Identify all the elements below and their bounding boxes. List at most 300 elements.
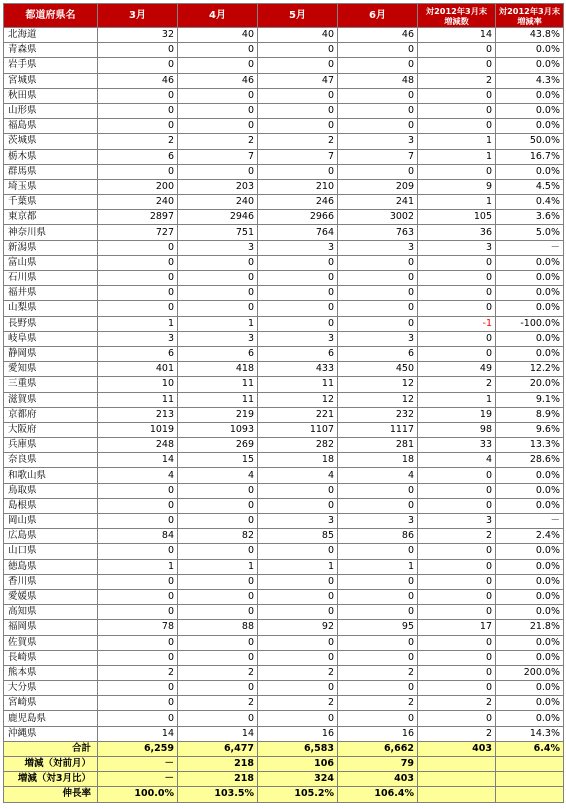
table-footer — [4, 741, 564, 802]
value-cell: 4 — [178, 468, 258, 483]
footer-row — [4, 787, 564, 802]
table-row — [4, 301, 564, 316]
value-cell: 0 — [258, 58, 338, 73]
value-cell: 20.0% — [496, 377, 564, 392]
prefecture-cell: 和歌山県 — [4, 468, 98, 483]
value-cell: 0 — [98, 286, 178, 301]
value-cell: 0 — [98, 589, 178, 604]
header-change-count: 対2012年3月末 増減数 — [418, 4, 496, 28]
prefecture-cell: 茨城県 — [4, 134, 98, 149]
table-row — [4, 271, 564, 286]
value-cell: 0 — [98, 255, 178, 270]
value-cell: 0 — [178, 483, 258, 498]
value-cell: 46 — [178, 73, 258, 88]
value-cell: 0.0% — [496, 696, 564, 711]
value-cell: 14.3% — [496, 726, 564, 741]
value-cell: 0.0% — [496, 119, 564, 134]
value-cell: 221 — [258, 407, 338, 422]
value-cell: 9.6% — [496, 422, 564, 437]
value-cell: 2897 — [98, 210, 178, 225]
value-cell: 418 — [178, 362, 258, 377]
value-cell: 0.0% — [496, 255, 564, 270]
value-cell: 0 — [418, 164, 496, 179]
footer-row — [4, 741, 564, 756]
value-cell: 0 — [258, 271, 338, 286]
value-cell: 3 — [258, 240, 338, 255]
value-cell: 0 — [418, 88, 496, 103]
table-row — [4, 240, 564, 255]
value-cell: 0 — [98, 635, 178, 650]
prefecture-cell: 島根県 — [4, 498, 98, 513]
prefecture-cell: 富山県 — [4, 255, 98, 270]
table-row — [4, 392, 564, 407]
value-cell: 0 — [178, 514, 258, 529]
footer-row — [4, 757, 564, 772]
prefecture-cell: 愛知県 — [4, 362, 98, 377]
value-cell: 0 — [178, 286, 258, 301]
value-cell: 764 — [258, 225, 338, 240]
value-cell: 0.0% — [496, 286, 564, 301]
prefecture-cell: 青森県 — [4, 43, 98, 58]
footer-value-cell: 100.0% — [98, 787, 178, 802]
value-cell: 0 — [178, 711, 258, 726]
value-cell: 6 — [258, 346, 338, 361]
value-cell: -1 — [418, 316, 496, 331]
value-cell: 2 — [258, 696, 338, 711]
value-cell: 14 — [98, 726, 178, 741]
table-row — [4, 210, 564, 225]
value-cell: 209 — [338, 179, 418, 194]
value-cell: 0 — [338, 286, 418, 301]
table-row — [4, 711, 564, 726]
value-cell: 88 — [178, 620, 258, 635]
table-row — [4, 650, 564, 665]
value-cell: 0 — [98, 711, 178, 726]
value-cell: 0 — [338, 301, 418, 316]
footer-label: 合計 — [4, 741, 98, 756]
value-cell: 219 — [178, 407, 258, 422]
value-cell: 0 — [258, 301, 338, 316]
value-cell: 727 — [98, 225, 178, 240]
table-container — [3, 3, 564, 803]
prefecture-cell: 奈良県 — [4, 453, 98, 468]
value-cell: 2.4% — [496, 529, 564, 544]
value-cell: 10 — [98, 377, 178, 392]
value-cell: 1093 — [178, 422, 258, 437]
prefecture-cell: 群馬県 — [4, 164, 98, 179]
footer-value-cell: 79 — [338, 757, 418, 772]
table-row — [4, 331, 564, 346]
value-cell: 3002 — [338, 210, 418, 225]
value-cell: 0.0% — [496, 544, 564, 559]
value-cell: 0 — [418, 271, 496, 286]
value-cell: 1 — [98, 559, 178, 574]
table-row — [4, 544, 564, 559]
footer-value-cell: 105.2% — [258, 787, 338, 802]
value-cell: 0 — [418, 711, 496, 726]
value-cell: 46 — [98, 73, 178, 88]
table-row — [4, 73, 564, 88]
value-cell: 2946 — [178, 210, 258, 225]
prefecture-cell: 徳島県 — [4, 559, 98, 574]
value-cell: 7 — [338, 149, 418, 164]
value-cell: 0 — [98, 681, 178, 696]
value-cell: 0 — [98, 574, 178, 589]
footer-value-cell: － — [98, 772, 178, 787]
value-cell: 1019 — [98, 422, 178, 437]
value-cell: 0 — [338, 589, 418, 604]
value-cell: 1 — [338, 559, 418, 574]
footer-value-cell: 403 — [338, 772, 418, 787]
value-cell: 3 — [258, 514, 338, 529]
prefecture-cell: 広島県 — [4, 529, 98, 544]
value-cell: 0 — [258, 589, 338, 604]
footer-value-cell: 6,662 — [338, 741, 418, 756]
value-cell: 0 — [338, 544, 418, 559]
footer-row — [4, 772, 564, 787]
value-cell: 200 — [98, 179, 178, 194]
footer-value-cell: 403 — [418, 741, 496, 756]
value-cell: 43.8% — [496, 28, 564, 43]
table-row — [4, 149, 564, 164]
value-cell: 0.0% — [496, 103, 564, 118]
header-change-rate: 対2012年3月末 増減率 — [496, 4, 564, 28]
value-cell: 48 — [338, 73, 418, 88]
value-cell: 3 — [178, 240, 258, 255]
value-cell: 6 — [338, 346, 418, 361]
value-cell: 0 — [258, 119, 338, 134]
value-cell: 0 — [418, 103, 496, 118]
value-cell: 12 — [338, 377, 418, 392]
value-cell: 12 — [338, 392, 418, 407]
value-cell: 3 — [258, 331, 338, 346]
value-cell: 0.0% — [496, 635, 564, 650]
value-cell: 3 — [338, 514, 418, 529]
table-row — [4, 696, 564, 711]
value-cell: 0 — [258, 711, 338, 726]
value-cell: 0.0% — [496, 681, 564, 696]
value-cell: 12.2% — [496, 362, 564, 377]
value-cell: 0 — [338, 271, 418, 286]
value-cell: 16.7% — [496, 149, 564, 164]
prefecture-cell: 福島県 — [4, 119, 98, 134]
value-cell: 4 — [98, 468, 178, 483]
value-cell: 3 — [418, 514, 496, 529]
prefecture-cell: 秋田県 — [4, 88, 98, 103]
value-cell: 40 — [178, 28, 258, 43]
value-cell: 0 — [98, 696, 178, 711]
value-cell: 85 — [258, 529, 338, 544]
value-cell: 8.9% — [496, 407, 564, 422]
prefecture-cell: 長崎県 — [4, 650, 98, 665]
value-cell: 1107 — [258, 422, 338, 437]
value-cell: 0.0% — [496, 58, 564, 73]
value-cell: 0 — [178, 164, 258, 179]
value-cell: 2 — [258, 134, 338, 149]
prefecture-cell: 山梨県 — [4, 301, 98, 316]
table-row — [4, 164, 564, 179]
value-cell: 0 — [418, 635, 496, 650]
value-cell: 0 — [338, 58, 418, 73]
value-cell: 4 — [258, 468, 338, 483]
value-cell: 2 — [178, 134, 258, 149]
value-cell: 2 — [338, 696, 418, 711]
value-cell: 0 — [178, 255, 258, 270]
value-cell: 0 — [258, 103, 338, 118]
value-cell: 11 — [178, 377, 258, 392]
value-cell: 0 — [338, 255, 418, 270]
header-row — [4, 4, 564, 28]
value-cell: 0 — [258, 164, 338, 179]
value-cell: 14 — [98, 453, 178, 468]
table-row — [4, 468, 564, 483]
table-row — [4, 346, 564, 361]
prefecture-cell: 福岡県 — [4, 620, 98, 635]
value-cell: 1 — [258, 559, 338, 574]
value-cell: 0 — [418, 301, 496, 316]
value-cell: 86 — [338, 529, 418, 544]
prefecture-cell: 北海道 — [4, 28, 98, 43]
prefecture-table — [3, 3, 564, 803]
value-cell: 0 — [418, 43, 496, 58]
value-cell: 450 — [338, 362, 418, 377]
footer-label: 増減（対3月比） — [4, 772, 98, 787]
value-cell: 0 — [98, 119, 178, 134]
value-cell: 0 — [418, 650, 496, 665]
value-cell: 1 — [178, 316, 258, 331]
value-cell: 0 — [98, 240, 178, 255]
value-cell: 240 — [178, 195, 258, 210]
value-cell: 9 — [418, 179, 496, 194]
value-cell: 46 — [338, 28, 418, 43]
footer-value-cell: 106.4% — [338, 787, 418, 802]
value-cell: 3 — [338, 134, 418, 149]
value-cell: 105 — [418, 210, 496, 225]
table-row — [4, 529, 564, 544]
prefecture-cell: 大阪府 — [4, 422, 98, 437]
value-cell: 4.3% — [496, 73, 564, 88]
prefecture-cell: 新潟県 — [4, 240, 98, 255]
value-cell: 0.0% — [496, 271, 564, 286]
value-cell: 2 — [418, 73, 496, 88]
value-cell: 4 — [418, 453, 496, 468]
value-cell: 1 — [418, 392, 496, 407]
value-cell: 246 — [258, 195, 338, 210]
value-cell: 0 — [258, 316, 338, 331]
prefecture-cell: 高知県 — [4, 605, 98, 620]
value-cell: 0 — [338, 711, 418, 726]
value-cell: 281 — [338, 438, 418, 453]
value-cell: 82 — [178, 529, 258, 544]
value-cell: 50.0% — [496, 134, 564, 149]
value-cell: 3 — [338, 331, 418, 346]
value-cell: 0 — [178, 43, 258, 58]
value-cell: 0 — [178, 88, 258, 103]
value-cell: 0.0% — [496, 164, 564, 179]
value-cell: 1 — [178, 559, 258, 574]
value-cell: 0 — [98, 88, 178, 103]
prefecture-cell: 神奈川県 — [4, 225, 98, 240]
value-cell: 2 — [418, 726, 496, 741]
table-row — [4, 681, 564, 696]
table-row — [4, 316, 564, 331]
prefecture-cell: 山口県 — [4, 544, 98, 559]
value-cell: 2966 — [258, 210, 338, 225]
value-cell: 0.0% — [496, 468, 564, 483]
value-cell: 47 — [258, 73, 338, 88]
prefecture-cell: 石川県 — [4, 271, 98, 286]
value-cell: 0 — [178, 119, 258, 134]
value-cell: 0 — [98, 271, 178, 286]
prefecture-cell: 鳥取県 — [4, 483, 98, 498]
value-cell: 0 — [418, 119, 496, 134]
value-cell: 1 — [418, 195, 496, 210]
prefecture-cell: 福井県 — [4, 286, 98, 301]
value-cell: 0 — [98, 43, 178, 58]
value-cell: 0 — [258, 286, 338, 301]
value-cell: 32 — [98, 28, 178, 43]
table-row — [4, 620, 564, 635]
value-cell: 6 — [98, 346, 178, 361]
value-cell: 0 — [258, 483, 338, 498]
value-cell: 0 — [178, 589, 258, 604]
value-cell: 0 — [338, 635, 418, 650]
prefecture-cell: 兵庫県 — [4, 438, 98, 453]
value-cell: 269 — [178, 438, 258, 453]
value-cell: 0 — [178, 681, 258, 696]
value-cell: 0 — [178, 498, 258, 513]
table-row — [4, 195, 564, 210]
prefecture-cell: 長野県 — [4, 316, 98, 331]
value-cell: 0 — [258, 635, 338, 650]
prefecture-cell: 鹿児島県 — [4, 711, 98, 726]
footer-label: 増減（対前月） — [4, 757, 98, 772]
value-cell: 0 — [418, 331, 496, 346]
value-cell: 6 — [98, 149, 178, 164]
value-cell: 3 — [338, 240, 418, 255]
footer-value-cell — [418, 757, 496, 772]
table-row — [4, 88, 564, 103]
value-cell: 203 — [178, 179, 258, 194]
value-cell: 0 — [418, 605, 496, 620]
value-cell: 0.0% — [496, 301, 564, 316]
footer-value-cell — [418, 772, 496, 787]
value-cell: 0.0% — [496, 43, 564, 58]
value-cell: 0 — [338, 88, 418, 103]
prefecture-cell: 沖縄県 — [4, 726, 98, 741]
prefecture-cell: 埼玉県 — [4, 179, 98, 194]
table-row — [4, 453, 564, 468]
footer-value-cell: 106 — [258, 757, 338, 772]
table-row — [4, 225, 564, 240]
value-cell: 0 — [98, 483, 178, 498]
value-cell: 5.0% — [496, 225, 564, 240]
value-cell: 0 — [98, 650, 178, 665]
table-row — [4, 574, 564, 589]
value-cell: 751 — [178, 225, 258, 240]
value-cell: 0 — [258, 650, 338, 665]
prefecture-cell: 熊本県 — [4, 665, 98, 680]
value-cell: 2 — [178, 696, 258, 711]
table-row — [4, 605, 564, 620]
footer-value-cell: 6,583 — [258, 741, 338, 756]
value-cell: 0 — [98, 301, 178, 316]
table-body — [4, 28, 564, 742]
footer-value-cell — [418, 787, 496, 802]
value-cell: 0 — [418, 483, 496, 498]
value-cell: 0.0% — [496, 589, 564, 604]
value-cell: 0 — [418, 468, 496, 483]
table-row — [4, 362, 564, 377]
prefecture-cell: 岡山県 — [4, 514, 98, 529]
value-cell: 1 — [418, 134, 496, 149]
value-cell: 0 — [418, 665, 496, 680]
table-row — [4, 43, 564, 58]
value-cell: 0 — [178, 635, 258, 650]
prefecture-cell: 大分県 — [4, 681, 98, 696]
value-cell: 0 — [338, 605, 418, 620]
value-cell: 0 — [258, 681, 338, 696]
value-cell: 0 — [418, 681, 496, 696]
table-row — [4, 665, 564, 680]
value-cell: 28.6% — [496, 453, 564, 468]
value-cell: 21.8% — [496, 620, 564, 635]
prefecture-cell: 岩手県 — [4, 58, 98, 73]
value-cell: 213 — [98, 407, 178, 422]
value-cell: 0 — [258, 498, 338, 513]
table-row — [4, 255, 564, 270]
value-cell: 0 — [258, 43, 338, 58]
value-cell: 0 — [418, 559, 496, 574]
value-cell: 0 — [178, 58, 258, 73]
prefecture-cell: 三重県 — [4, 377, 98, 392]
footer-value-cell: 103.5% — [178, 787, 258, 802]
value-cell: 282 — [258, 438, 338, 453]
table-row — [4, 514, 564, 529]
value-cell: 1117 — [338, 422, 418, 437]
value-cell: 0 — [178, 301, 258, 316]
value-cell: 763 — [338, 225, 418, 240]
value-cell: 3 — [418, 240, 496, 255]
table-row — [4, 438, 564, 453]
value-cell: 0.4% — [496, 195, 564, 210]
prefecture-cell: 静岡県 — [4, 346, 98, 361]
value-cell: 15 — [178, 453, 258, 468]
value-cell: 2 — [98, 134, 178, 149]
value-cell: 11 — [98, 392, 178, 407]
value-cell: 0 — [338, 43, 418, 58]
value-cell: 433 — [258, 362, 338, 377]
value-cell: 240 — [98, 195, 178, 210]
value-cell: 0 — [338, 119, 418, 134]
value-cell: － — [496, 514, 564, 529]
value-cell: 0.0% — [496, 331, 564, 346]
header-april: 4月 — [178, 4, 258, 28]
prefecture-cell: 宮城県 — [4, 73, 98, 88]
value-cell: 14 — [418, 28, 496, 43]
value-cell: 0 — [178, 544, 258, 559]
table-row — [4, 28, 564, 43]
value-cell: 200.0% — [496, 665, 564, 680]
value-cell: 0 — [98, 58, 178, 73]
value-cell: 0.0% — [496, 711, 564, 726]
value-cell: 11 — [178, 392, 258, 407]
value-cell: 4 — [338, 468, 418, 483]
header-may: 5月 — [258, 4, 338, 28]
value-cell: 210 — [258, 179, 338, 194]
value-cell: 1 — [98, 316, 178, 331]
value-cell: 0 — [418, 498, 496, 513]
